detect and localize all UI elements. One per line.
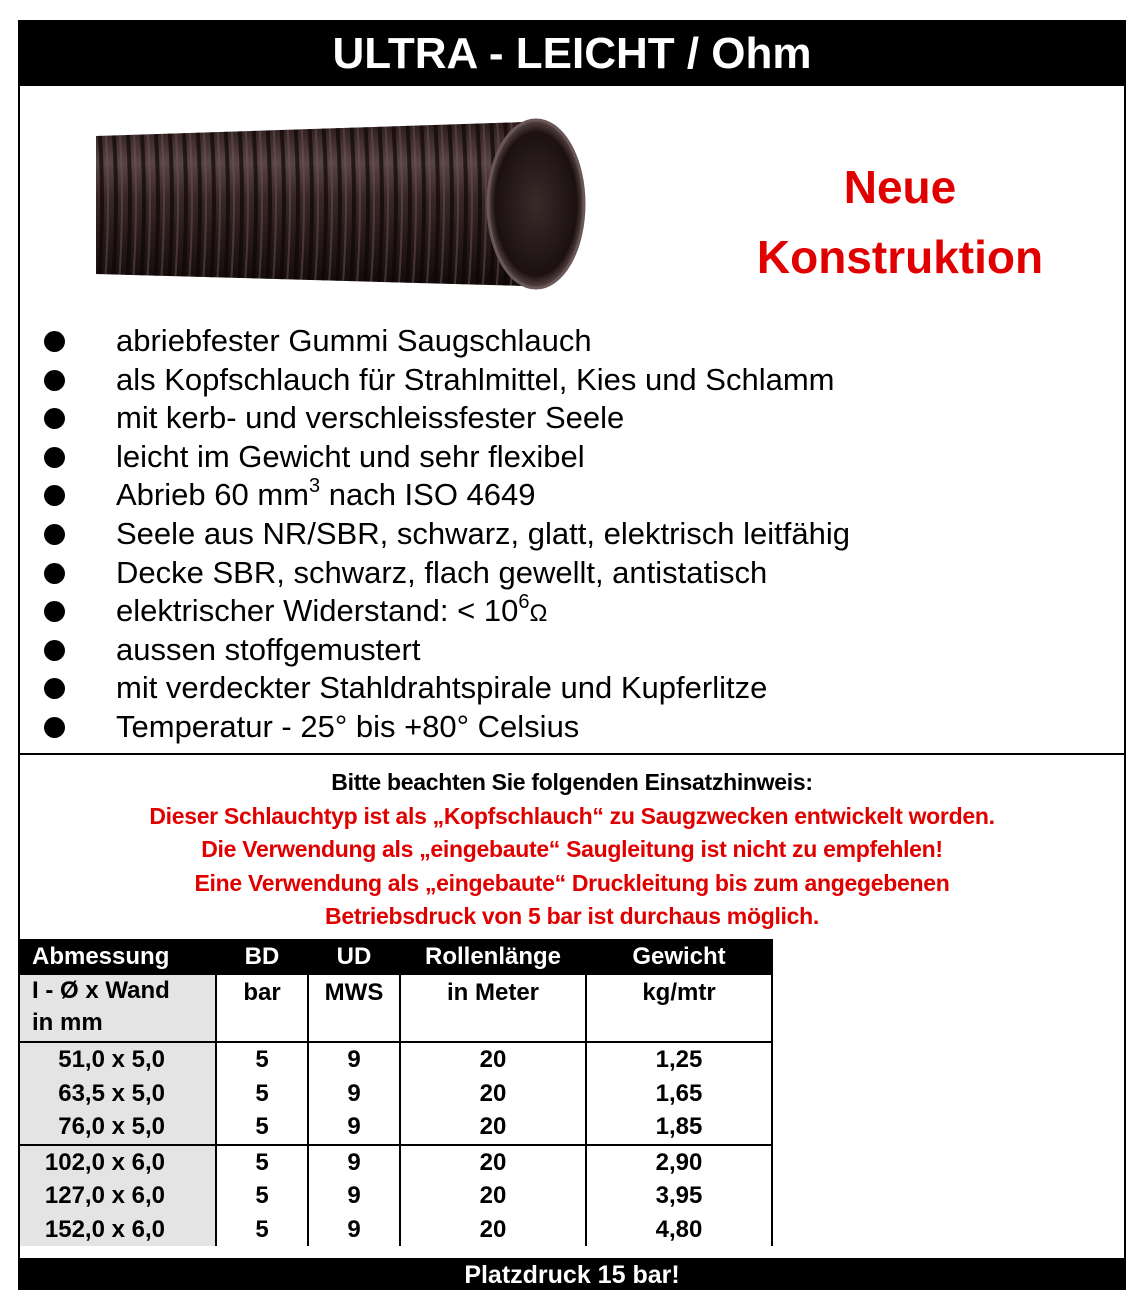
new-construction-headline: [680, 152, 1120, 292]
table-row: 152,0 x 6,0 5 9 20 4,80: [20, 1213, 772, 1247]
bullet-icon: [44, 601, 65, 622]
feature-item: als Kopfschlauch für Strahlmittel, Kies und Schlamm: [40, 361, 850, 400]
feature-item: mit kerb- und verschleissfester Seele: [40, 399, 850, 438]
feature-item: Seele aus NR/SBR, schwarz, glatt, elektrisch leitfähig: [40, 515, 850, 554]
bullet-icon: [44, 640, 65, 661]
feature-item: leicht im Gewicht und sehr flexibel: [40, 438, 850, 477]
table-row: 102,0 x 6,0 5 9 20 2,90: [20, 1145, 772, 1180]
headline-line-2: Konstruktion: [756, 231, 1044, 283]
feature-item: mit verdeckter Stahldrahtspirale und Kupferlitze: [40, 669, 850, 708]
bullet-icon: [44, 485, 65, 506]
feature-item: Abrieb 60 $mm^3$ nach ISO 4649: [40, 476, 850, 515]
header-ud: UD: [308, 939, 400, 975]
bullet-icon: [44, 678, 65, 699]
feature-list: [40, 322, 850, 747]
datasheet: [18, 20, 1126, 1290]
notice-heading: Bitte beachten Sie folgenden Einsatzhinweis:: [331, 769, 813, 795]
bullet-icon: [44, 408, 65, 429]
unit-dimension: I - Ø x Wand in mm: [20, 975, 216, 1042]
bullet-icon: [44, 370, 65, 391]
header-abmessung: Abmessung: [20, 939, 216, 975]
page-title: ULTRA - LEICHT / Ohm: [20, 22, 1124, 86]
bullet-icon: [44, 563, 65, 584]
table-header-row: [20, 939, 772, 975]
notice-line: Eine Verwendung als „eingebaute“ Druckleitung bis zum angegebenen: [194, 869, 950, 896]
burst-pressure-footer: Platzdruck 15 bar!: [20, 1258, 1124, 1290]
table-row: 63,5 x 5,0 5 9 20 1,65: [20, 1077, 772, 1111]
hose-image: [96, 106, 586, 296]
table-row: 76,0 x 5,0 5 9 20 1,85: [20, 1110, 772, 1145]
feature-item: elektrischer Widerstand: < $10^6\Omega$: [40, 592, 850, 631]
feature-item: aussen stoffgemustert: [40, 631, 850, 670]
table-row: 51,0 x 5,0 5 9 20 1,25: [20, 1042, 772, 1077]
unit-bd: bar: [216, 975, 308, 1042]
spec-table: [20, 939, 773, 1246]
bullet-icon: [44, 717, 65, 738]
unit-length: in Meter: [400, 975, 586, 1042]
notice-line: Betriebsdruck von 5 bar ist durchaus möglich.: [325, 903, 819, 929]
section-divider: [20, 753, 1124, 755]
notice-line: Dieser Schlauchtyp ist als „Kopfschlauch“ zu Saugzwecken entwickelt worden.: [149, 802, 995, 829]
unit-ud: MWS: [308, 975, 400, 1042]
bullet-icon: [44, 447, 65, 468]
notice-line: Die Verwendung als „eingebaute“ Saugleitung ist nicht zu empfehlen!: [201, 836, 943, 862]
headline-line-1: Neue: [843, 161, 957, 213]
feature-item: abriebfester Gummi Saugschlauch: [40, 322, 850, 361]
feature-item: Decke SBR, schwarz, flach gewellt, antistatisch: [40, 554, 850, 593]
feature-item: Temperatur - 25° bis +80° Celsius: [40, 708, 850, 747]
table-unit-row: [20, 975, 772, 1042]
header-gewicht: Gewicht: [586, 939, 772, 975]
table-row: 127,0 x 6,0 5 9 20 3,95: [20, 1179, 772, 1213]
unit-weight: kg/mtr: [586, 975, 772, 1042]
bullet-icon: [44, 331, 65, 352]
usage-notice: [20, 766, 1124, 934]
bullet-icon: [44, 524, 65, 545]
header-bd: BD: [216, 939, 308, 975]
header-rollenlaenge: Rollenlänge: [400, 939, 586, 975]
